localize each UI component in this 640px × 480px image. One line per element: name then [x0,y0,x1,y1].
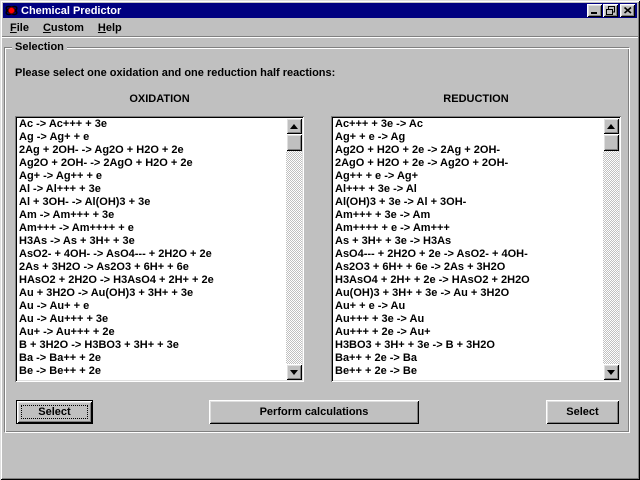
reduction-header: REDUCTION [443,93,509,105]
oxidation-list [17,118,286,380]
list-item[interactable]: Au+ -> Au+++ + 2e [19,326,115,338]
menu-item[interactable]: Custom [42,21,84,34]
list-item[interactable]: Au + 3H2O -> Au(OH)3 + 3H+ + 3e [19,287,194,299]
groupbox-label: Selection [12,41,67,53]
list-item[interactable]: Ac+++ + 3e -> Ac [335,118,423,130]
list-item[interactable]: Ag++ + e -> Ag+ [335,170,419,182]
select-oxidation-button[interactable] [16,400,93,424]
list-item[interactable]: Au+++ + 3e -> Au [335,313,425,325]
list-item[interactable]: HAsO2 + 2H2O -> H3AsO4 + 2H+ + 2e [19,274,214,286]
list-item[interactable]: Am -> Am+++ + 3e [19,209,115,221]
list-item[interactable]: As + 3H+ + 3e -> H3As [335,235,452,247]
menu-item[interactable]: File [10,21,29,34]
atom-icon[interactable] [5,4,18,17]
list-item[interactable]: Al(OH)3 + 3e -> Al + 3OH- [335,196,467,208]
list-item[interactable]: Ag+ + e -> Ag [335,131,406,143]
minimize-button[interactable] [587,4,602,17]
list-item[interactable]: H3BO3 + 3H+ + 3e -> B + 3H2O [335,339,495,351]
select-reduction-button[interactable] [546,400,619,424]
list-item[interactable]: Au(OH)3 + 3H+ + 3e -> Au + 3H2O [335,287,510,299]
scroll-up-button[interactable] [286,118,302,134]
list-item[interactable]: Be -> Be++ + 2e [19,365,101,377]
list-item[interactable]: Al+++ + 3e -> Al [335,183,417,195]
instruction-text: Please select one oxidation and one reduction half reactions: [15,67,336,79]
list-item[interactable]: Am+++ + 3e -> Am [335,209,431,221]
list-item[interactable]: Ag -> Ag+ + e [19,131,90,143]
title-bar[interactable] [3,3,637,18]
list-item[interactable]: Au -> Au+ + e [19,300,90,312]
menu-item[interactable]: Help [97,21,122,34]
scroll-up-button[interactable] [603,118,619,134]
oxidation-listbox[interactable] [15,116,304,382]
scroll-down-button[interactable] [286,364,302,380]
minimize-icon [591,6,599,15]
list-item[interactable]: Ag2O + 2OH- -> 2AgO + H2O + 2e [19,157,193,169]
list-item[interactable]: AsO2- + 4OH- -> AsO4--- + 2H2O + 2e [19,248,212,260]
list-item[interactable]: Au+ + e -> Au [335,300,406,312]
arrow-up-icon [290,124,298,129]
maximize-icon [606,6,615,15]
oxidation-scrollbar[interactable] [286,118,302,380]
perform-calculations-label: Perform calculations [259,406,369,418]
list-item[interactable]: H3AsO4 + 2H+ + 2e -> HAsO2 + 2H2O [335,274,530,286]
list-item[interactable]: 2As + 3H2O -> As2O3 + 6H+ + 6e [19,261,189,273]
arrow-down-icon [290,370,298,375]
menu-bar [2,19,638,36]
perform-calculations-button[interactable] [209,400,419,424]
arrow-up-icon [607,124,615,129]
close-icon [624,7,632,14]
list-item[interactable]: Al -> Al+++ + 3e [19,183,101,195]
scrollbar-thumb[interactable] [603,134,619,151]
arrow-down-icon [607,370,615,375]
list-item[interactable]: Ac -> Ac+++ + 3e [19,118,107,130]
list-item[interactable]: As2O3 + 6H+ + 6e -> 2As + 3H2O [335,261,506,273]
list-item[interactable]: 2AgO + H2O + 2e -> Ag2O + 2OH- [335,157,509,169]
list-item[interactable]: Be++ + 2e -> Be [335,365,417,377]
list-item[interactable]: B + 3H2O -> H3BO3 + 3H+ + 3e [19,339,179,351]
oxidation-header: OXIDATION [129,93,190,105]
list-item[interactable]: Am++++ + e -> Am+++ [335,222,450,234]
select-reduction-label: Select [566,406,599,418]
list-item[interactable]: Ag+ -> Ag++ + e [19,170,103,182]
list-item[interactable]: H3As -> As + 3H+ + 3e [19,235,135,247]
list-item[interactable]: Au -> Au+++ + 3e [19,313,109,325]
list-item[interactable]: Al + 3OH- -> Al(OH)3 + 3e [19,196,151,208]
selection-groupbox [4,41,630,433]
list-item[interactable]: Ag2O + H2O + 2e -> 2Ag + 2OH- [335,144,501,156]
scroll-down-button[interactable] [603,364,619,380]
menu-separator [2,36,638,38]
focus-rectangle [21,405,88,419]
list-item[interactable]: Ba++ + 2e -> Ba [335,352,417,364]
window-title: Chemical Predictor [21,4,122,17]
list-item[interactable]: Au+++ + 2e -> Au+ [335,326,431,338]
list-item[interactable]: 2Ag + 2OH- -> Ag2O + H2O + 2e [19,144,184,156]
list-item[interactable]: Am+++ -> Am++++ + e [19,222,134,234]
list-item[interactable]: AsO4--- + 2H2O + 2e -> AsO2- + 4OH- [335,248,528,260]
scrollbar-thumb[interactable] [286,134,302,151]
select-oxidation-label: Select [38,406,71,418]
reduction-scrollbar[interactable] [603,118,619,380]
reduction-listbox[interactable] [331,116,621,382]
reduction-list [333,118,603,380]
list-item[interactable]: Ba -> Ba++ + 2e [19,352,101,364]
maximize-button[interactable] [603,4,618,17]
close-button[interactable] [620,4,635,17]
